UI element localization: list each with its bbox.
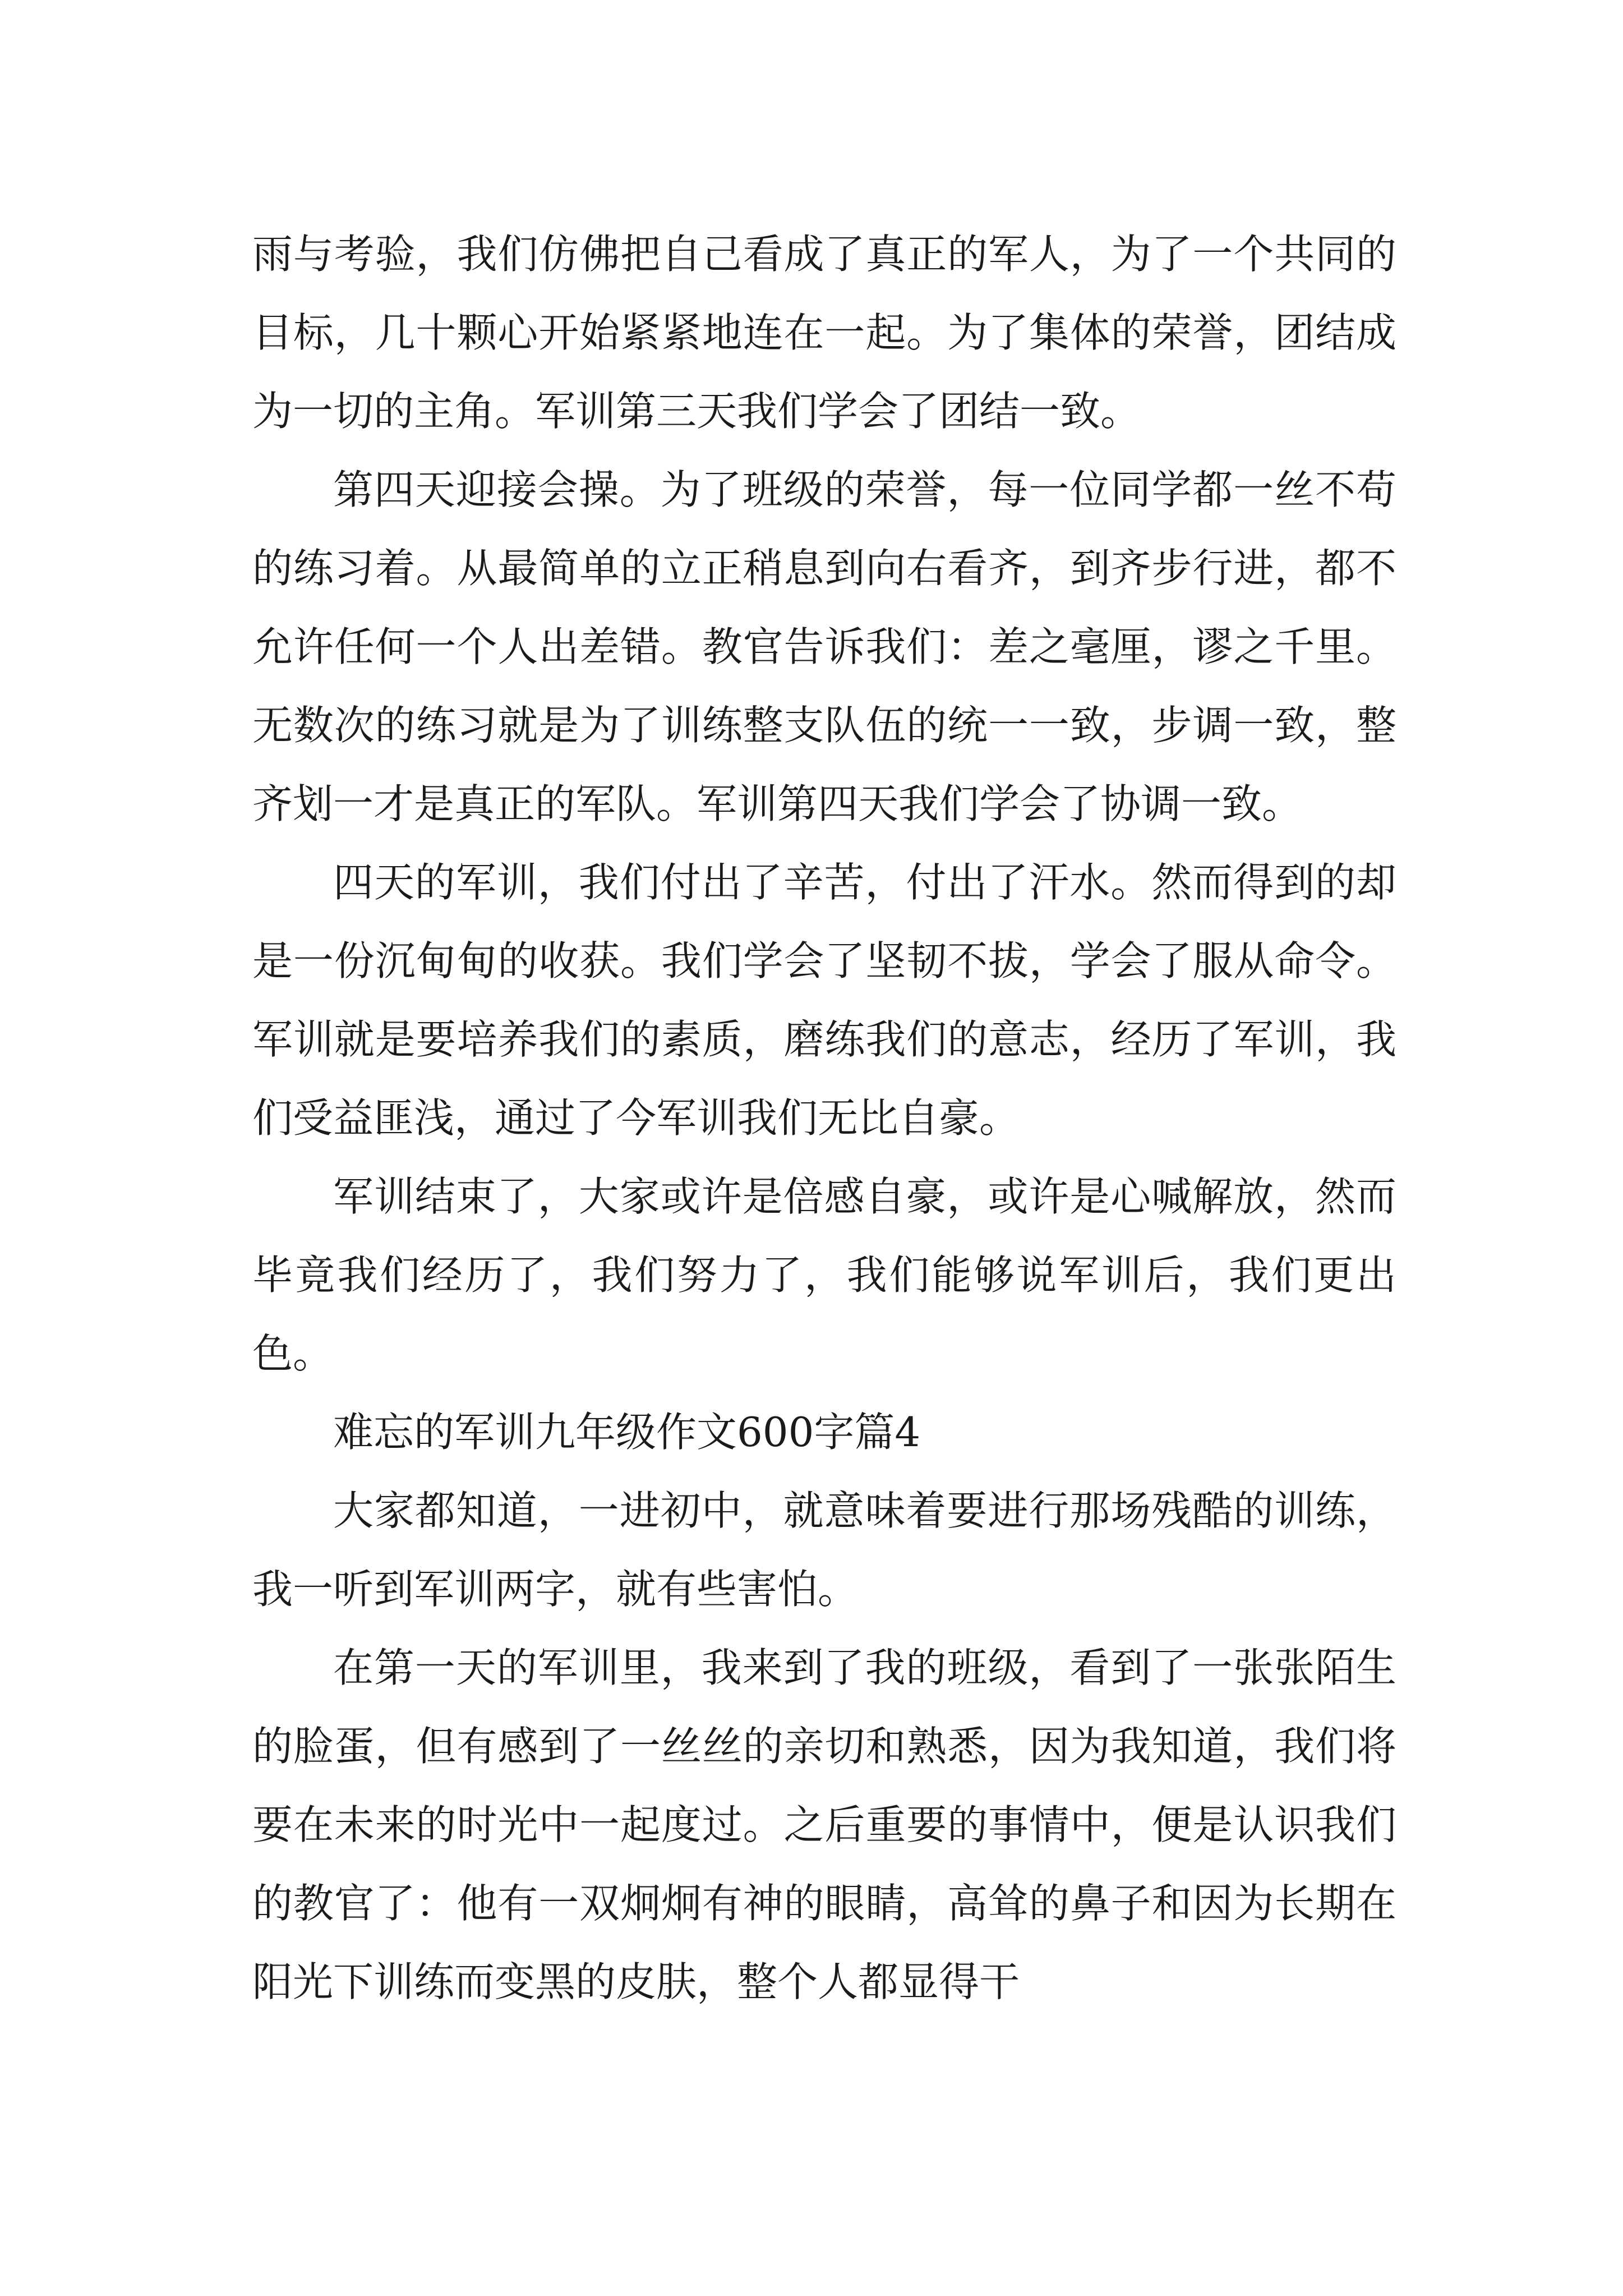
paragraph: 大家都知道，一进初中，就意味着要进行那场残酷的训练，我一听到军训两字，就有些害怕。 xyxy=(252,1487,1396,1613)
paragraph: 在第一天的军训里，我来到了我的班级，看到了一张张陌生的脸蛋，但有感到了一丝丝的亲切和熟悉，因为我知道，我们将要在未来的时光中一起度过。之后重要的事情中，便是认识我们的教官了：他有一双炯炯有神的眼睛，高耸的鼻子和因为长期在阳光下训练而变黑的皮肤，整个人都显得干 xyxy=(252,1644,1396,2005)
paragraph-continued: 雨与考验，我们仿佛把自己看成了真正的军人，为了一个共同的目标，几十颗心开始紧紧地连在一起。为了集体的荣誉，团结成为一切的主角。军训第三天我们学会了团结一致。 xyxy=(252,231,1396,435)
paragraph: 第四天迎接会操。为了班级的荣誉，每一位同学都一丝不苟的练习着。从最简单的立正稍息到向右看齐，到齐步行进，都不允许任何一个人出差错。教官告诉我们：差之毫厘，谬之千里。无数次的练习就是为了训练整支队伍的统一一致，步调一致，整齐划一才是真正的军队。军训第四天我们学会了协调一致。 xyxy=(252,466,1396,827)
paragraph: 军训结束了，大家或许是倍感自豪，或许是心喊解放，然而毕竟我们经历了，我们努力了，我们能够说军训后，我们更出色。 xyxy=(252,1173,1396,1377)
section-heading: 难忘的军训九年级作文600字篇4 xyxy=(333,1409,921,1456)
paragraph: 四天的军训，我们付出了辛苦，付出了汗水。然而得到的却是一份沉甸甸的收获。我们学会了坚韧不拔，学会了服从命令。军训就是要培养我们的素质，磨练我们的意志，经历了军训，我们受益匪浅，通过了今军训我们无比自豪。 xyxy=(252,859,1396,1142)
document-body xyxy=(252,215,1396,2021)
